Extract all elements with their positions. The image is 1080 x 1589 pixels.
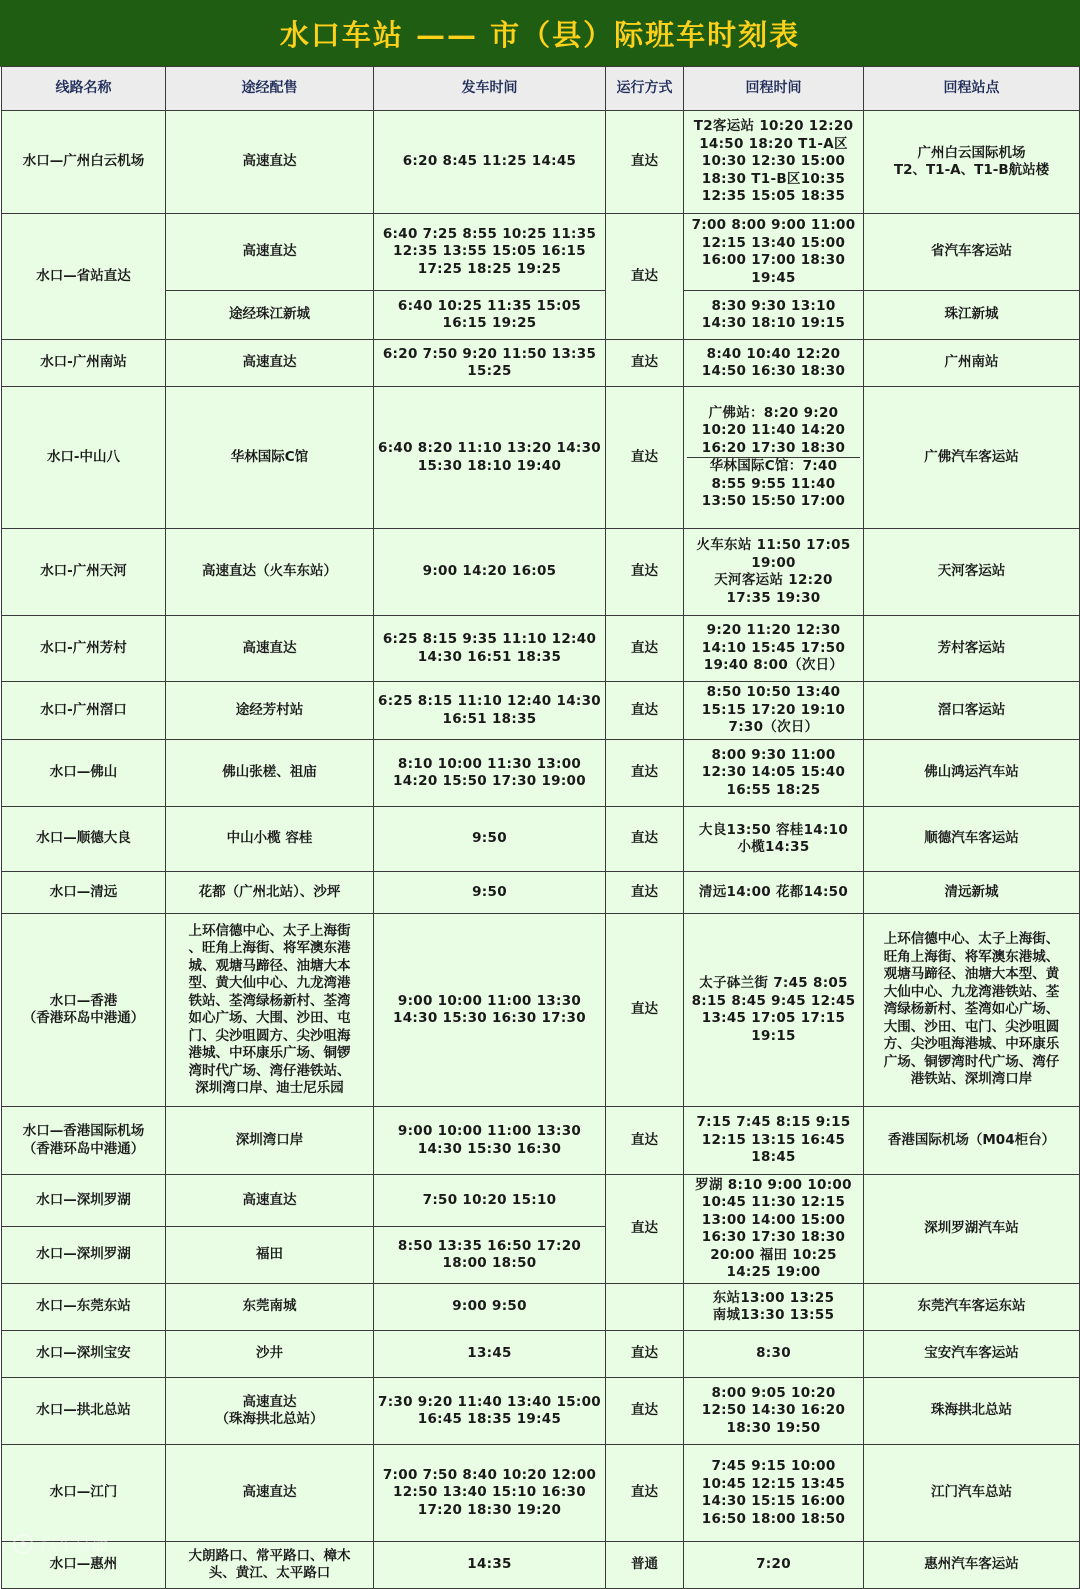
return-station: 天河客运站 xyxy=(864,529,1080,616)
route-name: 水口-中山八 xyxy=(2,387,166,529)
depart-times: 6:25 8:15 11:10 12:40 14:30 16:51 18:35 xyxy=(374,682,606,740)
table-row xyxy=(2,1378,1080,1445)
depart-times: 6:40 8:20 11:10 13:20 14:30 15:30 18:10 19:40 xyxy=(374,387,606,529)
route-name: 水口-广州天河 xyxy=(2,529,166,616)
run-mode: 普通 xyxy=(606,1542,684,1589)
page-title: 水口车站 —— 市（县）际班车时刻表 xyxy=(0,0,1080,67)
via-stops: 高速直达 （珠海拱北总站） xyxy=(166,1378,374,1445)
watermark xyxy=(10,1531,160,1557)
depart-times: 6:25 8:15 9:35 11:10 12:40 14:30 16:51 18:35 xyxy=(374,616,606,682)
return-times: T2客运站 10:20 12:20 14:50 18:20 T1-A区 10:30 12:30 15:00 18:30 T1-B区10:35 12:35 15:05 18:35 xyxy=(684,111,864,214)
depart-times: 6:20 7:50 9:20 11:50 13:35 15:25 xyxy=(374,340,606,387)
table-row xyxy=(2,914,1080,1107)
header-via: 途经配售 xyxy=(166,67,374,111)
route-name: 水口—拱北总站 xyxy=(2,1378,166,1445)
depart-times: 9:00 9:50 xyxy=(374,1284,606,1331)
via-stops: 途经珠江新城 xyxy=(166,291,374,340)
run-mode: 直达 xyxy=(606,1445,684,1542)
header-return-station: 回程站点 xyxy=(864,67,1080,111)
via-stops: 中山小榄 容桂 xyxy=(166,807,374,872)
depart-times: 9:50 xyxy=(374,872,606,914)
run-mode: 直达 xyxy=(606,807,684,872)
run-mode: 直达 xyxy=(606,872,684,914)
return-times: 8:00 9:05 10:20 12:50 14:30 16:20 18:30 19:50 xyxy=(684,1378,864,1445)
run-mode: 直达 xyxy=(606,1331,684,1378)
return-times: 7:45 9:15 10:00 10:45 12:15 13:45 14:30 15:15 16:00 16:50 18:00 18:50 xyxy=(684,1445,864,1542)
route-name: 水口—江门 xyxy=(2,1445,166,1542)
route-name: 水口—深圳罗湖 xyxy=(2,1227,166,1284)
depart-times: 13:45 xyxy=(374,1331,606,1378)
return-station: 香港国际机场（M04柜台） xyxy=(864,1107,1080,1175)
via-stops: 高速直达（火车东站） xyxy=(166,529,374,616)
return-station: 省汽车客运站 xyxy=(864,214,1080,291)
return-times: 7:15 7:45 8:15 9:15 12:15 13:15 16:45 18:45 xyxy=(684,1107,864,1175)
return-times xyxy=(684,387,864,529)
return-times-guangfo: 广佛站：8:20 9:20 10:20 11:40 14:20 16:20 17:30 18:30 xyxy=(701,404,846,456)
via-stops: 佛山张槎、祖庙 xyxy=(166,740,374,807)
route-name: 水口-广州南站 xyxy=(2,340,166,387)
table-row xyxy=(2,616,1080,682)
return-station: 江门汽车总站 xyxy=(864,1445,1080,1542)
return-times: 清远14:00 花都14:50 xyxy=(684,872,864,914)
via-stops: 高速直达 xyxy=(166,214,374,291)
return-station: 宝安汽车客运站 xyxy=(864,1331,1080,1378)
run-mode: 直达 xyxy=(606,1175,684,1284)
depart-times: 7:50 10:20 15:10 xyxy=(374,1175,606,1227)
route-name: 水口—深圳宝安 xyxy=(2,1331,166,1378)
route-name: 水口—香港国际机场 （香港环岛中港通） xyxy=(2,1107,166,1175)
return-times: 东站13:00 13:25 南城13:30 13:55 xyxy=(684,1284,864,1331)
run-mode: 直达 xyxy=(606,1378,684,1445)
via-stops: 东莞南城 xyxy=(166,1284,374,1331)
via-stops: 高速直达 xyxy=(166,340,374,387)
return-times: 太子砵兰街 7:45 8:05 8:15 8:45 9:45 12:45 13:45 17:05 17:15 19:15 xyxy=(684,914,864,1107)
run-mode: 直达 xyxy=(606,740,684,807)
table-row xyxy=(2,529,1080,616)
return-times: 大良13:50 容桂14:10 小榄14:35 xyxy=(684,807,864,872)
depart-times: 7:00 7:50 8:40 10:20 12:00 12:50 13:40 15:10 16:30 17:20 18:30 19:20 xyxy=(374,1445,606,1542)
return-station: 珠海拱北总站 xyxy=(864,1378,1080,1445)
route-name: 水口-广州芳村 xyxy=(2,616,166,682)
table-row xyxy=(2,807,1080,872)
run-mode: 直达 xyxy=(606,616,684,682)
table-row xyxy=(2,740,1080,807)
table-row xyxy=(2,214,1080,291)
return-station: 滘口客运站 xyxy=(864,682,1080,740)
via-stops: 高速直达 xyxy=(166,1175,374,1227)
route-name: 水口—深圳罗湖 xyxy=(2,1175,166,1227)
return-times: 8:30 xyxy=(684,1331,864,1378)
watermark-text: 汽车易捷 xyxy=(40,1535,108,1555)
table-row xyxy=(2,1331,1080,1378)
return-station: 广佛汽车客运站 xyxy=(864,387,1080,529)
return-times: 7:20 xyxy=(684,1542,864,1589)
depart-times: 9:00 10:00 11:00 13:30 14:30 15:30 16:30 17:30 xyxy=(374,914,606,1107)
route-name: 水口—香港 （香港环岛中港通） xyxy=(2,914,166,1107)
table-row xyxy=(2,1284,1080,1331)
via-stops: 大朗路口、常平路口、樟木 头、黄江、太平路口 xyxy=(166,1542,374,1589)
run-mode: 直达 xyxy=(606,914,684,1107)
depart-times: 8:10 10:00 11:30 13:00 14:20 15:50 17:30 19:00 xyxy=(374,740,606,807)
return-station: 广州南站 xyxy=(864,340,1080,387)
return-times-hualin: 华林国际C馆：7:40 8:55 9:55 11:40 13:50 15:50 17:00 xyxy=(687,457,860,511)
table-row xyxy=(2,340,1080,387)
return-times: 火车东站 11:50 17:05 19:00 天河客运站 12:20 17:35 19:30 xyxy=(684,529,864,616)
return-times: 9:20 11:20 12:30 14:10 15:45 17:50 19:40 8:00（次日） xyxy=(684,616,864,682)
depart-times: 8:50 13:35 16:50 17:20 18:00 18:50 xyxy=(374,1227,606,1284)
table-row xyxy=(2,1107,1080,1175)
return-times: 8:50 10:50 13:40 15:15 17:20 19:10 7:30（次日） xyxy=(684,682,864,740)
route-name: 水口—顺德大良 xyxy=(2,807,166,872)
header-mode: 运行方式 xyxy=(606,67,684,111)
header-depart: 发车时间 xyxy=(374,67,606,111)
return-times: 8:00 9:30 11:00 12:30 14:05 15:40 16:55 18:25 xyxy=(684,740,864,807)
return-station: 惠州汽车客运站 xyxy=(864,1542,1080,1589)
via-stops: 华林国际C馆 xyxy=(166,387,374,529)
via-stops: 沙井 xyxy=(166,1331,374,1378)
run-mode: 直达 xyxy=(606,387,684,529)
return-times: 8:30 9:30 13:10 14:30 18:10 19:15 xyxy=(684,291,864,340)
run-mode xyxy=(606,1284,684,1331)
return-station: 珠江新城 xyxy=(864,291,1080,340)
depart-times: 6:40 10:25 11:35 15:05 16:15 19:25 xyxy=(374,291,606,340)
via-stops: 福田 xyxy=(166,1227,374,1284)
return-station: 东莞汽车客运东站 xyxy=(864,1284,1080,1331)
table-row xyxy=(2,387,1080,529)
route-name: 水口-广州滘口 xyxy=(2,682,166,740)
route-name: 水口—广州白云机场 xyxy=(2,111,166,214)
table-row xyxy=(2,1175,1080,1227)
depart-times: 9:00 14:20 16:05 xyxy=(374,529,606,616)
via-stops: 高速直达 xyxy=(166,111,374,214)
depart-times: 6:20 8:45 11:25 14:45 xyxy=(374,111,606,214)
return-times: 7:00 8:00 9:00 11:00 12:15 13:40 15:00 16:00 17:00 18:30 19:45 xyxy=(684,214,864,291)
table-row xyxy=(2,682,1080,740)
via-stops: 高速直达 xyxy=(166,616,374,682)
via-stops: 深圳湾口岸 xyxy=(166,1107,374,1175)
run-mode: 直达 xyxy=(606,340,684,387)
return-station: 广州白云国际机场 T2、T1-A、T1-B航站楼 xyxy=(864,111,1080,214)
return-station: 清远新城 xyxy=(864,872,1080,914)
via-stops: 途经芳村站 xyxy=(166,682,374,740)
header-row xyxy=(2,67,1080,111)
run-mode: 直达 xyxy=(606,214,684,340)
header-route: 线路名称 xyxy=(2,67,166,111)
via-stops: 花都（广州北站）、沙坪 xyxy=(166,872,374,914)
table-row xyxy=(2,111,1080,214)
depart-times: 9:00 10:00 11:00 13:30 14:30 15:30 16:30 xyxy=(374,1107,606,1175)
table-row xyxy=(2,1542,1080,1589)
table-row xyxy=(2,872,1080,914)
depart-times: 14:35 xyxy=(374,1542,606,1589)
watermark-logo-icon xyxy=(10,1531,160,1557)
return-station: 深圳罗湖汽车站 xyxy=(864,1175,1080,1284)
table-row xyxy=(2,1445,1080,1542)
run-mode: 直达 xyxy=(606,1107,684,1175)
depart-times: 9:50 xyxy=(374,807,606,872)
return-times: 8:40 10:40 12:20 14:50 16:30 18:30 xyxy=(684,340,864,387)
run-mode: 直达 xyxy=(606,529,684,616)
route-name: 水口—佛山 xyxy=(2,740,166,807)
return-times: 罗湖 8:10 9:00 10:00 10:45 11:30 12:15 13:00 14:00 15:00 16:30 17:30 18:30 20:00 福田 10:25 14:25 19:00 xyxy=(684,1175,864,1284)
via-stops: 上环信德中心、太子上海街 、旺角上海街、将军澳东港 城、观塘马蹄径、油塘大本 型、黄大仙中心、九龙湾港 铁站、荃湾绿杨新村、荃湾 如心广场、大围、沙田、屯 门、尖沙咀圆方、尖沙咀海 港城、中环康乐广场、铜锣 湾时代广场、湾仔港铁站、 深圳湾口岸、迪士尼乐园 xyxy=(166,914,374,1107)
route-name: 水口—东莞东站 xyxy=(2,1284,166,1331)
depart-times: 7:30 9:20 11:40 13:40 15:00 16:45 18:35 19:45 xyxy=(374,1378,606,1445)
run-mode: 直达 xyxy=(606,682,684,740)
schedule-table xyxy=(1,66,1080,1589)
run-mode: 直达 xyxy=(606,111,684,214)
return-station: 顺德汽车客运站 xyxy=(864,807,1080,872)
depart-times: 6:40 7:25 8:55 10:25 11:35 12:35 13:55 15:05 16:15 17:25 18:25 19:25 xyxy=(374,214,606,291)
return-station: 上环信德中心、太子上海街、 旺角上海街、将军澳东港城、 观塘马蹄径、油塘大本型、黄 大仙中心、九龙湾港铁站、荃 湾绿杨新村、荃湾如心广场、 大围、沙田、屯门、尖沙咀圆 方、尖沙咀海港城、中环康乐 广场、铜锣湾时代广场、湾仔 港铁站、深圳湾口岸 xyxy=(864,914,1080,1107)
route-name: 水口—惠州 xyxy=(2,1542,166,1589)
return-station: 芳村客运站 xyxy=(864,616,1080,682)
route-name: 水口—省站直达 xyxy=(2,214,166,340)
via-stops: 高速直达 xyxy=(166,1445,374,1542)
route-name: 水口—清远 xyxy=(2,872,166,914)
header-return-time: 回程时间 xyxy=(684,67,864,111)
return-station: 佛山鸿运汽车站 xyxy=(864,740,1080,807)
